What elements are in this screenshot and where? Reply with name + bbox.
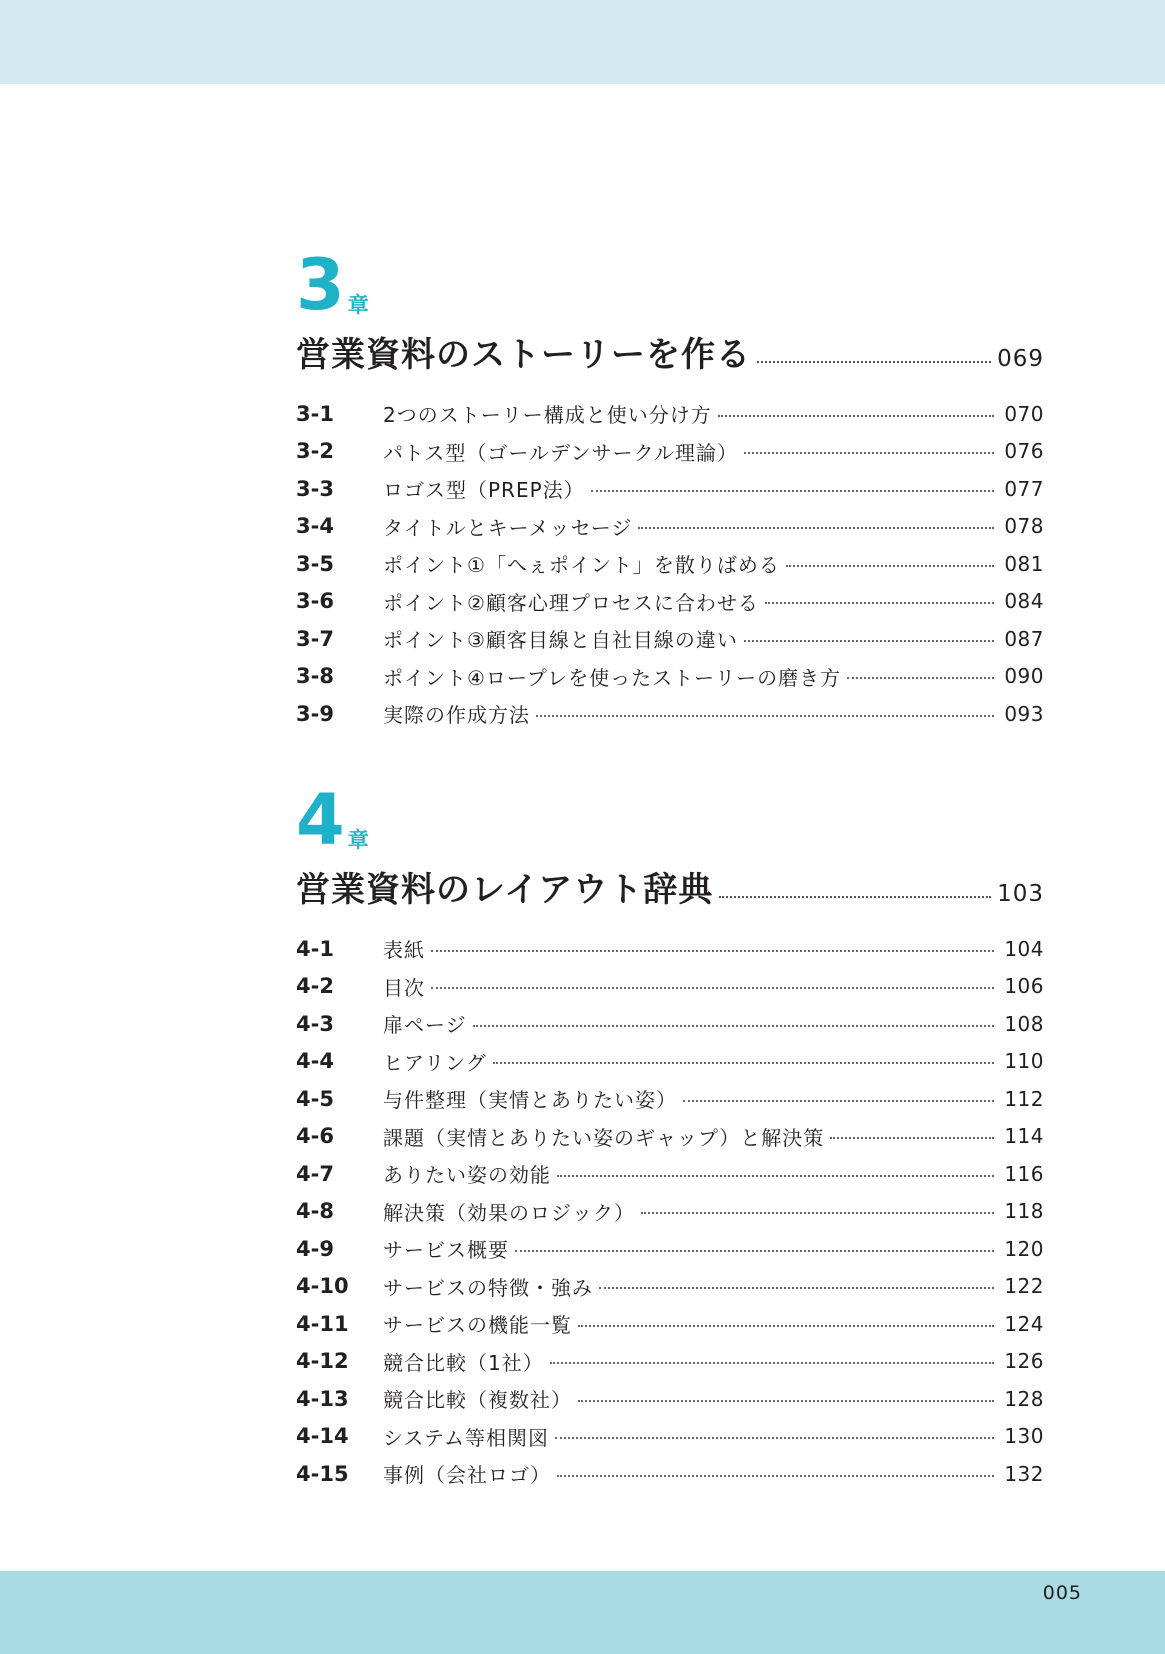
toc-entry-page: 081 (1004, 551, 1044, 576)
toc-entry-title: 事例（会社ロゴ） (383, 1463, 551, 1488)
toc-entry-page: 132 (1004, 1461, 1044, 1486)
toc-entry[interactable] (296, 1305, 1044, 1343)
toc-entry-page: 114 (1004, 1124, 1044, 1149)
toc-entry[interactable] (296, 1455, 1044, 1493)
leader-dots (719, 896, 991, 898)
chapter-suffix: 章 (347, 828, 369, 852)
toc-entry-title: 実際の作成方法 (383, 703, 530, 728)
toc-entry-page: 124 (1004, 1311, 1044, 1336)
toc-entry[interactable] (296, 433, 1044, 471)
toc-entry-list (296, 930, 1044, 1493)
toc-entry-page: 076 (1004, 439, 1044, 464)
leader-dots (557, 1475, 994, 1477)
toc-entry[interactable] (296, 1418, 1044, 1456)
toc-entry-number: 3-1 (296, 401, 334, 426)
toc-entry-number: 4-11 (296, 1311, 349, 1336)
toc-entry-number: 3-4 (296, 514, 334, 539)
toc-entry-number: 4-13 (296, 1386, 349, 1411)
toc-entry-number: 3-8 (296, 664, 334, 689)
toc-entry-number: 3-5 (296, 551, 334, 576)
toc-entry-number: 4-3 (296, 1011, 334, 1036)
toc-entry-title: サービスの特徴・強み (383, 1275, 593, 1300)
chapter-3-section (296, 243, 1044, 733)
toc-entry-page: 084 (1004, 589, 1044, 614)
toc-entry-number: 4-6 (296, 1124, 334, 1149)
toc-entry[interactable] (296, 930, 1044, 968)
toc-entry-number: 4-4 (296, 1049, 334, 1074)
leader-dots (638, 527, 994, 529)
toc-entry-number: 3-2 (296, 439, 334, 464)
toc-entry-title: システム等相関図 (383, 1425, 549, 1450)
leader-dots (591, 490, 994, 492)
toc-entry[interactable] (296, 695, 1044, 733)
leader-dots (578, 1400, 994, 1402)
toc-entry-number: 3-9 (296, 701, 334, 726)
leader-dots (536, 715, 994, 717)
toc-entry-number: 4-14 (296, 1424, 349, 1449)
toc-entry-page: 122 (1004, 1274, 1044, 1299)
toc-entry-list (296, 395, 1044, 733)
toc-entry-page: 104 (1004, 936, 1044, 961)
toc-entry-number: 4-10 (296, 1274, 349, 1299)
toc-entry-page: 093 (1004, 701, 1044, 726)
toc-entry-title: 課題（実情とありたい姿のギャップ）と解決策 (383, 1125, 825, 1150)
toc-entry-page: 130 (1004, 1424, 1044, 1449)
toc-entry-title: ロゴス型（PREP法） (383, 478, 585, 503)
toc-entry-page: 108 (1004, 1011, 1044, 1036)
toc-entry[interactable] (296, 395, 1044, 433)
chapter-title: 営業資料のストーリーを作る (296, 335, 751, 375)
leader-dots (493, 1062, 994, 1064)
toc-entry-number: 4-8 (296, 1199, 334, 1224)
toc-entry-page: 087 (1004, 626, 1044, 651)
toc-entry-page: 126 (1004, 1349, 1044, 1374)
toc-entry-number: 4-7 (296, 1161, 334, 1186)
toc-entry[interactable] (296, 1193, 1044, 1231)
toc-entry-page: 128 (1004, 1386, 1044, 1411)
toc-entry[interactable] (296, 583, 1044, 621)
toc-entry-number: 4-2 (296, 974, 334, 999)
leader-dots (515, 1250, 994, 1252)
toc-entry-title: ポイント②顧客心理プロセスに合わせる (383, 590, 759, 615)
toc-entry-title: サービス概要 (383, 1238, 509, 1263)
chapter-page-number: 069 (997, 346, 1044, 372)
leader-dots (431, 987, 994, 989)
toc-entry[interactable] (296, 1118, 1044, 1156)
leader-dots (765, 602, 994, 604)
chapter-number: 3 (296, 244, 343, 326)
toc-entry-page: 078 (1004, 514, 1044, 539)
leader-dots (718, 415, 994, 417)
toc-entry-number: 4-5 (296, 1086, 334, 1111)
toc-entry-title: ポイント③顧客目線と自社目線の違い (383, 628, 738, 653)
leader-dots (578, 1325, 994, 1327)
leader-dots (555, 1437, 994, 1439)
leader-dots (557, 1175, 994, 1177)
leader-dots (431, 950, 994, 952)
toc-entry-page: 110 (1004, 1049, 1044, 1074)
toc-entry-title: 2つのストーリー構成と使い分け方 (383, 403, 712, 428)
toc-entry[interactable] (296, 545, 1044, 583)
footer-band (0, 1571, 1165, 1654)
toc-entry-page: 118 (1004, 1199, 1044, 1224)
header-band (0, 0, 1165, 84)
toc-entry-page: 077 (1004, 476, 1044, 501)
chapter-suffix: 章 (347, 293, 369, 317)
toc-entry[interactable] (296, 1043, 1044, 1081)
toc-entry-title: ありたい姿の効能 (383, 1163, 551, 1188)
toc-entry-title: 表紙 (383, 938, 425, 963)
toc-entry-title: ポイント①「へぇポイント」を散りばめる (383, 553, 780, 578)
leader-dots (847, 677, 994, 679)
toc-entry[interactable] (296, 1380, 1044, 1418)
toc-entry-number: 3-6 (296, 589, 334, 614)
toc-entry-title: ポイント④ロープレを使ったストーリーの磨き方 (383, 665, 842, 690)
toc-entry-number: 4-9 (296, 1236, 334, 1261)
leader-dots (786, 565, 994, 567)
toc-entry[interactable] (296, 1230, 1044, 1268)
toc-entry-title: パトス型（ゴールデンサークル理論） (383, 440, 738, 465)
toc-entry-page: 120 (1004, 1236, 1044, 1261)
leader-dots (830, 1137, 994, 1139)
toc-entry-page: 070 (1004, 401, 1044, 426)
toc-entry-page: 116 (1004, 1161, 1044, 1186)
toc-entry-title: サービスの機能一覧 (383, 1313, 572, 1338)
leader-dots (744, 640, 994, 642)
toc-entry-number: 4-1 (296, 936, 334, 961)
chapter-page-number: 103 (997, 881, 1044, 907)
toc-entry[interactable] (296, 1080, 1044, 1118)
chapter-marker (296, 778, 1044, 861)
toc-entry[interactable] (296, 1005, 1044, 1043)
toc-entry[interactable] (296, 1155, 1044, 1193)
leader-dots (599, 1287, 994, 1289)
toc-entry[interactable] (296, 470, 1044, 508)
toc-entry[interactable] (296, 968, 1044, 1006)
toc-entry[interactable] (296, 508, 1044, 546)
toc-entry-page: 090 (1004, 664, 1044, 689)
toc-entry[interactable] (296, 620, 1044, 658)
chapter-number: 4 (296, 779, 343, 861)
chapter-title-row[interactable] (296, 866, 1044, 910)
toc-entry-title: 与件整理（実情とありたい姿） (383, 1088, 677, 1113)
toc-entry-title: ヒアリング (383, 1050, 487, 1075)
toc-entry[interactable] (296, 658, 1044, 696)
chapter-4-section (296, 778, 1044, 1493)
leader-dots (757, 361, 991, 363)
toc-entry-title: 競合比較（1社） (383, 1350, 544, 1375)
toc-entry-number: 3-7 (296, 626, 334, 651)
toc-entry-number: 4-15 (296, 1461, 349, 1486)
toc-entry[interactable] (296, 1268, 1044, 1306)
toc-entry-number: 3-3 (296, 476, 334, 501)
chapter-title-row[interactable] (296, 331, 1044, 375)
toc-entry-title: 扉ページ (383, 1013, 467, 1038)
leader-dots (550, 1362, 994, 1364)
toc-entry-title: 競合比較（複数社） (383, 1388, 572, 1413)
page-folio: 005 (1042, 1582, 1082, 1604)
toc-entry-title: 目次 (383, 975, 425, 1000)
chapter-title: 営業資料のレイアウト辞典 (296, 870, 714, 910)
toc-entry-title: タイトルとキーメッセージ (383, 515, 633, 540)
toc-entry-page: 106 (1004, 974, 1044, 999)
leader-dots (641, 1212, 994, 1214)
toc-entry-page: 112 (1004, 1086, 1044, 1111)
leader-dots (473, 1025, 994, 1027)
leader-dots (744, 452, 994, 454)
leader-dots (683, 1100, 994, 1102)
toc-entry-number: 4-12 (296, 1349, 349, 1374)
toc-entry-title: 解決策（効果のロジック） (383, 1200, 635, 1225)
chapter-marker (296, 243, 1044, 326)
toc-entry[interactable] (296, 1343, 1044, 1381)
